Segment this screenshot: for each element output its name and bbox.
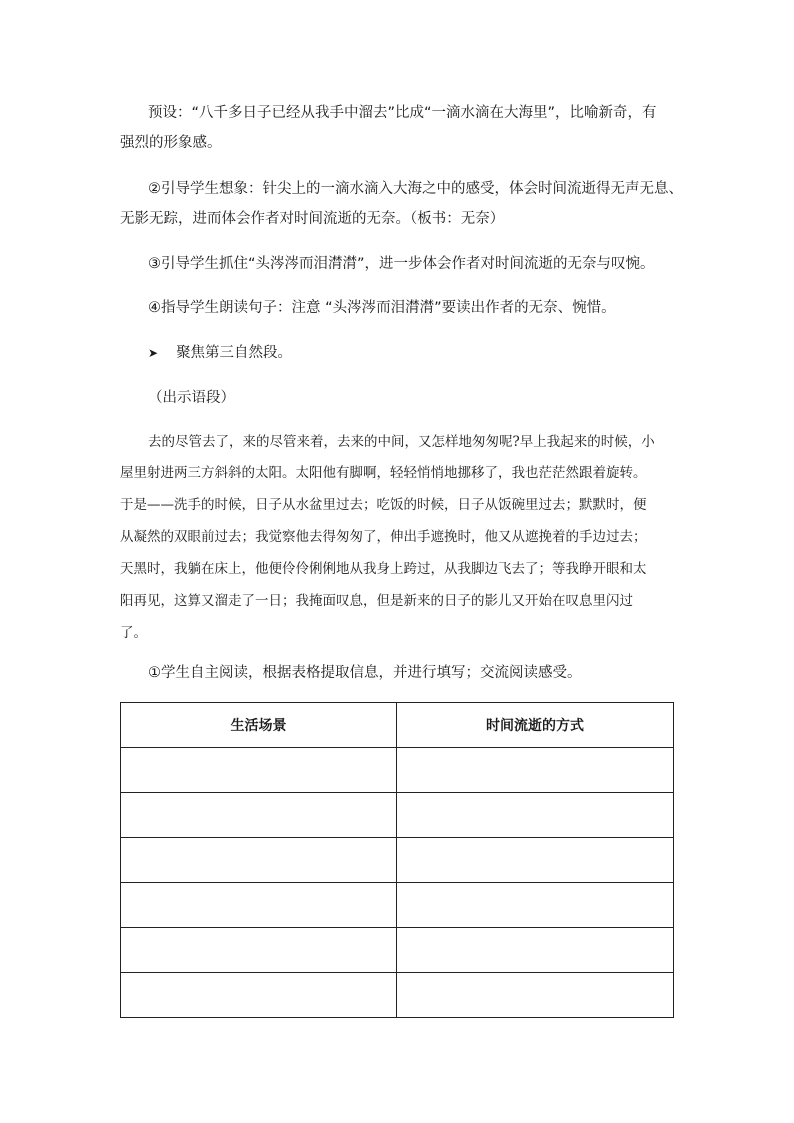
table-row xyxy=(121,928,674,973)
table-cell-scene[interactable] xyxy=(121,973,397,1018)
table-header-scene: 生活场景 xyxy=(121,703,397,748)
table-cell-time-passing[interactable] xyxy=(397,883,674,928)
show-passage-label: （出示语段） xyxy=(148,390,235,406)
fill-in-table xyxy=(120,702,674,1018)
table-header-time-passing: 时间流逝的方式 xyxy=(397,703,674,748)
quote-line: 了。 xyxy=(120,625,147,641)
bullet-text: 聚焦第三自然段。 xyxy=(176,345,293,361)
table-cell-scene[interactable] xyxy=(121,793,397,838)
table-row xyxy=(121,793,674,838)
paragraph-preset-line1: 预设：“八千多日子已经从我手中溜去”比成“一滴水滴在大海里”，比喻新奇，有 xyxy=(148,105,657,121)
arrow-bullet-icon: ➤ xyxy=(148,346,159,360)
quote-line: 天黑时，我躺在床上，他便伶伶俐俐地从我身上跨过，从我脚边飞去了；等我睁开眼和太 xyxy=(120,561,647,577)
quote-line: 去的尽管去了，来的尽管来着，去来的中间，又怎样地匆匆呢?早上我起来的时候，小 xyxy=(148,434,655,450)
paragraph-preset-line2: 强烈的形象感。 xyxy=(120,135,222,151)
table-cell-scene[interactable] xyxy=(121,928,397,973)
table-cell-time-passing[interactable] xyxy=(397,748,674,793)
paragraph-read-aloud: ④指导学生朗读句子：注意 “头涔涔而泪潸潸”要读出作者的无奈、惋惜。 xyxy=(148,300,616,316)
quote-line: 阳再见，这算又溜走了一日；我掩面叹息，但是新来的日子的影儿又开始在叹息里闪过 xyxy=(120,593,633,609)
paragraph-imagine-line2: 无影无踪，进而体会作者对时间流逝的无奈。（板书：无奈） xyxy=(120,211,505,227)
table-row xyxy=(121,838,674,883)
paragraph-self-reading: ①学生自主阅读，根据表格提取信息，并进行填写；交流阅读感受。 xyxy=(148,665,582,681)
table-row xyxy=(121,883,674,928)
paragraph-grasp: ③引导学生抓住“头涔涔而泪潸潸”，进一步体会作者对时间流逝的无奈与叹惋。 xyxy=(148,256,655,272)
quote-line: 于是——洗手的时候，日子从水盆里过去；吃饭的时候，日子从饭碗里过去；默默时，便 xyxy=(120,497,647,513)
table-cell-time-passing[interactable] xyxy=(397,838,674,883)
quote-line: 从凝然的双眼前过去；我觉察他去得匆匆了，伸出手遮挽时，他又从遮挽着的手边过去； xyxy=(120,529,647,545)
table-cell-time-passing[interactable] xyxy=(397,973,674,1018)
table-cell-scene[interactable] xyxy=(121,838,397,883)
bullet-focus-third-paragraph xyxy=(148,342,292,364)
table-header-row xyxy=(121,703,674,748)
paragraph-imagine-line1: ②引导学生想象：针尖上的一滴水滴入大海之中的感受，体会时间流逝得无声无息、 xyxy=(148,181,683,197)
table-cell-time-passing[interactable] xyxy=(397,793,674,838)
table-cell-time-passing[interactable] xyxy=(397,928,674,973)
table-cell-scene[interactable] xyxy=(121,748,397,793)
table-row xyxy=(121,973,674,1018)
table-row xyxy=(121,748,674,793)
table-cell-scene[interactable] xyxy=(121,883,397,928)
quote-line: 屋里射进两三方斜斜的太阳。太阳他有脚啊，轻轻悄悄地挪移了，我也茫茫然跟着旋转。 xyxy=(120,465,647,481)
